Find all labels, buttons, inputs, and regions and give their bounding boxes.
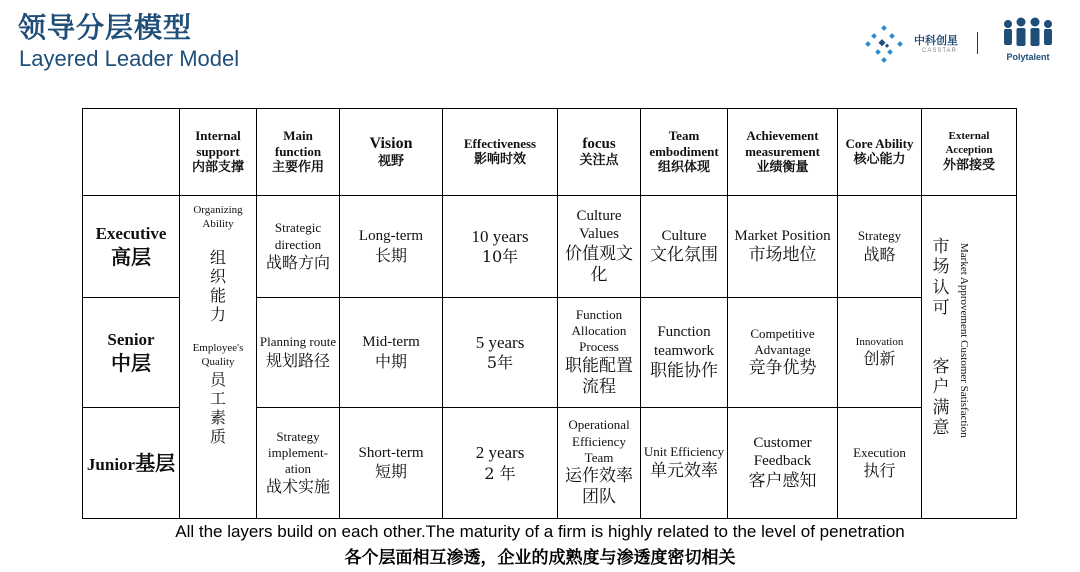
header-focus: focus 关注点 [558,109,641,196]
header-internal-support: Internal support 内部支撑 [180,109,257,196]
casstar-logo-text: 中科创星 [914,34,958,47]
footer-english: All the layers build on each other.The maturity of a firm is highly related to the level of penetration [175,522,905,541]
footer-chinese: 各个层面相互渗透，企业的成熟度与渗透度密切相关 [344,548,736,568]
casstar-logo-subtext: CASSTAR [922,48,957,54]
effectiveness-senior: 5 years 5年 [443,298,558,408]
layered-leader-table [82,108,1017,519]
vision-senior: Mid-term 中期 [340,298,443,408]
achievement-executive: Market Position 市场地位 [728,196,838,298]
header-row [83,109,1017,196]
header-achievement: Achievement measurement 业绩衡量 [728,109,838,196]
team-senior: Function teamwork 职能协作 [641,298,728,408]
header-core-ability: Core Ability 核心能力 [838,109,922,196]
level-executive: Executive 高层 [83,196,180,298]
internal-support-cell: Organizing Ability 组织能力 Employee's Quality 员工素质 [180,196,257,519]
achievement-junior: Customer Feedback 客户感知 [728,408,838,519]
focus-executive: Culture Values 价值观文化 [558,196,641,298]
team-junior: Unit Efficiency 单元效率 [641,408,728,519]
corner-cell [83,109,180,196]
effectiveness-executive: 10 years 10年 [443,196,558,298]
main-function-executive: Strategic direction 战略方向 [257,196,340,298]
core-executive: Strategy 战略 [838,196,922,298]
header-external-acception: External Acception 外部接受 [922,109,1017,196]
header-vision: Vision 视野 [340,109,443,196]
header-main-function: Main function 主要作用 [257,109,340,196]
level-junior: Junior基层 [83,408,180,519]
market-approvement-cn: 市场认可 [932,237,950,319]
page-title-en: Layered Leader Model [19,46,240,71]
people-group-icon [998,16,1058,50]
vision-executive: Long-term 长期 [340,196,443,298]
table-row-executive [83,196,1017,298]
effectiveness-junior: 2 years 2 年 [443,408,558,519]
external-acception-en: Market Approvement Customer Satisfaction [957,242,970,438]
external-acception-cell [922,196,1017,519]
header-team-embodiment: Team embodiment 组织体现 [641,109,728,196]
achievement-senior: Competitive Advantage 竞争优势 [728,298,838,408]
external-acception-wrap [922,197,1016,517]
vision-junior: Short-term 短期 [340,408,443,519]
core-senior: Innovation 创新 [838,298,922,408]
logo-divider [977,32,978,54]
core-junior: Execution 执行 [838,408,922,519]
polytalent-logo [998,16,1058,68]
focus-junior: Operational Efficiency Team 运作效率团队 [558,408,641,519]
header-effectiveness: Effectiveness 影响时效 [443,109,558,196]
team-executive: Culture 文化氛围 [641,196,728,298]
level-senior: Senior 中层 [83,298,180,408]
main-function-junior: Strategy implement-ation 战术实施 [257,408,340,519]
casstar-logo [862,24,972,64]
polytalent-logo-text: Polytalent [1006,52,1050,62]
casstar-star-icon [862,24,910,64]
page-title-cn: 领导分层模型 [18,11,193,44]
customer-satisfaction-cn: 客户满意 [932,357,950,439]
focus-senior: Function Allocation Process 职能配置流程 [558,298,641,408]
main-function-senior: Planning route 规划路径 [257,298,340,408]
